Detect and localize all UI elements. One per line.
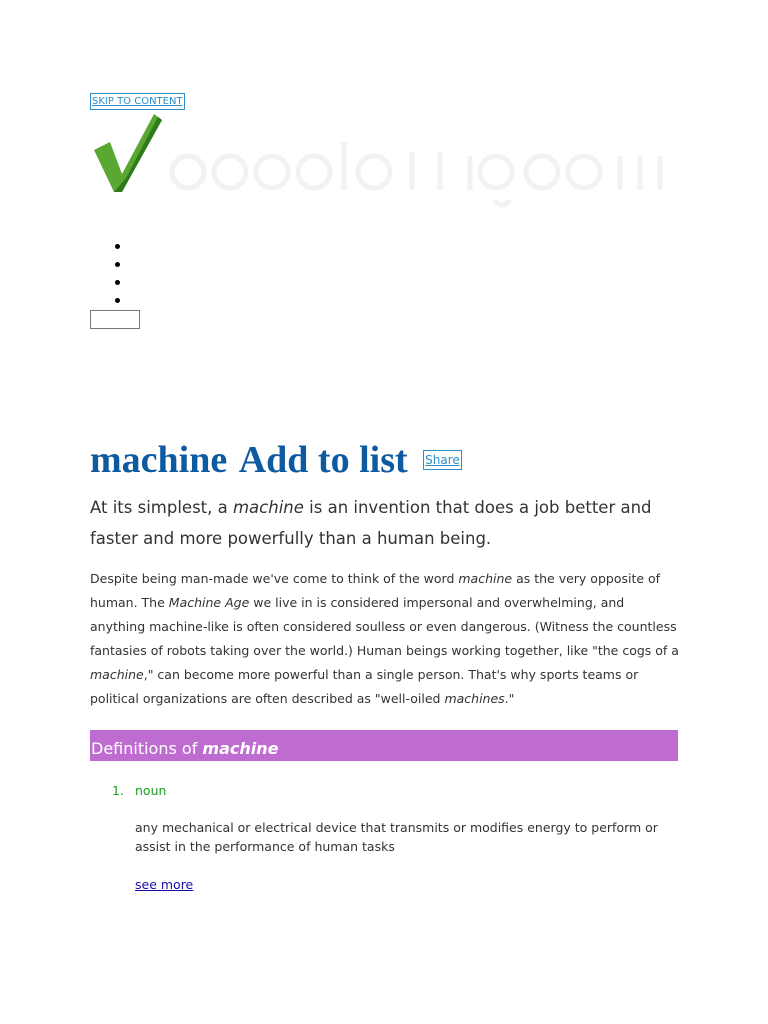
short-definition: At its simplest, a machine is an invention that does a job better and faster and more powerfully than a human being. [90,498,652,548]
main-nav [108,238,126,310]
share-button[interactable]: Share [423,450,462,470]
definition-number: 1. [112,783,124,798]
logo-wordmark [172,142,660,205]
definition-text: any mechanical or electrical device that transmits or modifies energy to perform or assist in the performance of human tasks [135,820,658,854]
see-more-link[interactable]: see more [135,877,194,892]
entry-word: machine [90,439,228,481]
part-of-speech: noun [135,783,167,798]
skip-to-content-link[interactable]: SKIP TO CONTENT [90,93,185,110]
nav-item[interactable] [108,238,126,256]
long-definition: Despite being man-made we've come to think of the word machine as the very opposite of human. The Machine Age we live in is considered impersonal and overwhelming, and anything machine-like is often considered soulless or even dangerous. (Witness the countless fantasies of robots taking over the world.) Human beings working together, like "the cogs of a machine," can become more powerful than a single person. That's why sports teams or political organizations are often described as "well-oiled machines." [90,571,679,706]
definitions-header: Definitions of machine [90,730,678,761]
add-to-list-button[interactable]: Add to list [238,439,408,481]
site-logo[interactable] [92,112,678,216]
nav-item[interactable] [108,256,126,274]
nav-item[interactable] [108,292,126,310]
search-input[interactable] [90,310,140,329]
word-heading [90,436,462,485]
nav-item[interactable] [108,274,126,292]
checkmark-icon [94,114,162,192]
